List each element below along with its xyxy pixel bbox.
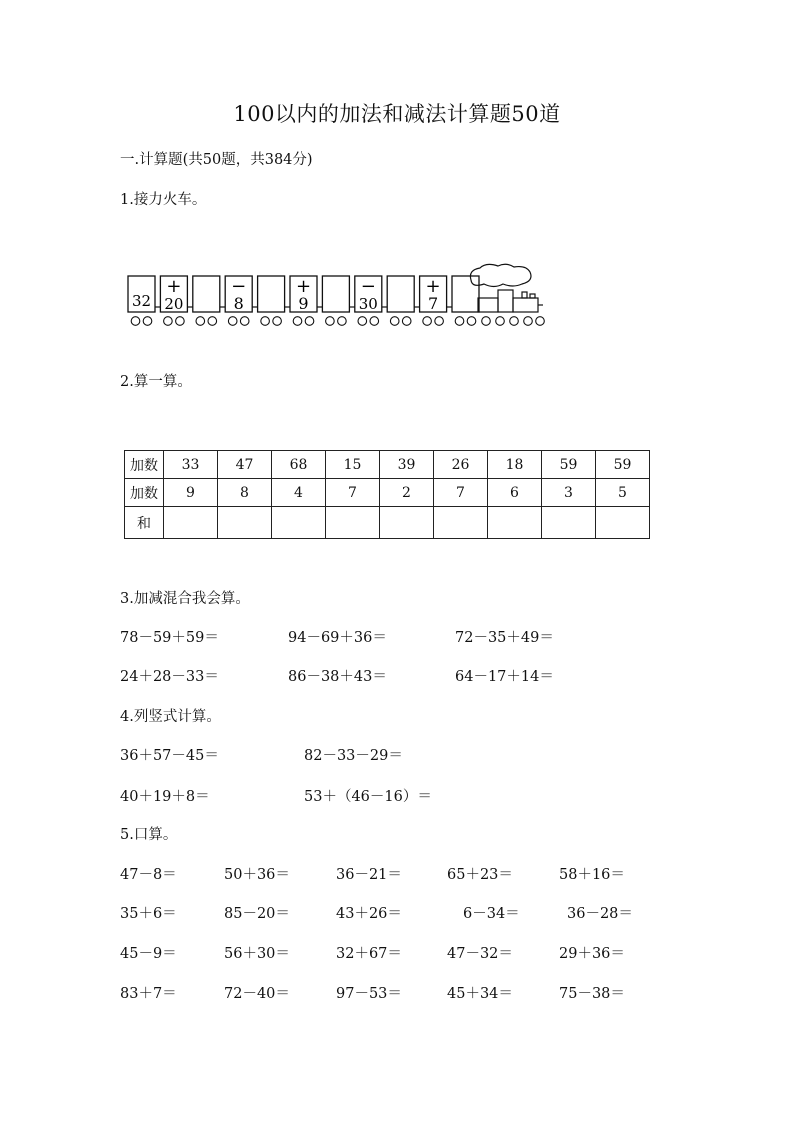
wheel-icon (510, 317, 519, 326)
train-car (322, 276, 354, 325)
table-cell: 4 (272, 479, 326, 507)
expression: 72－40＝ (224, 986, 290, 1002)
wheel-icon (358, 317, 367, 326)
wheel-icon (164, 317, 173, 326)
expression: 75－38＝ (559, 986, 625, 1002)
q5-heading: 5.口算。 (120, 827, 178, 843)
expression: 53＋（46－16）＝ (304, 789, 432, 805)
table-cell: 9 (164, 479, 218, 507)
table-cell: 3 (542, 479, 596, 507)
table-cell: 26 (434, 451, 488, 479)
wheel-icon (524, 317, 533, 326)
table-cell: 7 (434, 479, 488, 507)
car-number: 20 (164, 295, 184, 313)
row-label-sum: 和 (125, 507, 164, 539)
table-cell: 5 (596, 479, 650, 507)
train-car-box (258, 276, 285, 312)
table-row (125, 451, 650, 479)
table-row (125, 507, 650, 539)
wheel-icon (273, 317, 282, 326)
operator-symbol: + (425, 276, 441, 297)
train-car (258, 276, 290, 325)
expression: 40＋19＋8＝ (120, 789, 210, 805)
expression: 43＋26＝ (336, 906, 402, 922)
wheel-icon (435, 317, 444, 326)
expression: 97－53＝ (336, 986, 402, 1002)
expression: 65＋23＝ (447, 867, 513, 883)
train-car (387, 276, 419, 325)
answer-cell[interactable] (596, 507, 650, 539)
expression: 32＋67＝ (336, 946, 402, 962)
answer-cell[interactable] (218, 507, 272, 539)
relay-train-illustration (0, 0, 794, 340)
expression: 36＋57－45＝ (120, 748, 219, 764)
table-cell: 68 (272, 451, 326, 479)
answer-cell[interactable] (326, 507, 380, 539)
answer-cell[interactable] (434, 507, 488, 539)
row-label-addend-2: 加数 (125, 479, 164, 507)
page-title: 100以内的加法和减法计算题50道 (233, 102, 561, 126)
train-engine-icon (470, 264, 544, 325)
wheel-icon (196, 317, 205, 326)
table-cell: 39 (380, 451, 434, 479)
expression: 82－33－29＝ (304, 748, 403, 764)
wheel-icon (536, 317, 545, 326)
q3-heading: 3.加减混合我会算。 (120, 591, 250, 607)
expression: 72－35＋49＝ (455, 630, 554, 646)
train-car (420, 276, 452, 325)
train-car (452, 276, 479, 325)
expression: 58＋16＝ (559, 867, 625, 883)
train-car-box (387, 276, 414, 312)
expression: 56＋30＝ (224, 946, 290, 962)
train-car (225, 276, 257, 325)
expression: 6－34＝ (463, 906, 520, 922)
table-row (125, 479, 650, 507)
train-car (290, 276, 322, 325)
car-number: 32 (131, 292, 152, 310)
q2-heading: 2.算一算。 (120, 374, 192, 390)
wheel-icon (326, 317, 335, 326)
table-cell: 8 (218, 479, 272, 507)
wheel-icon (423, 317, 432, 326)
wheel-icon (240, 317, 249, 326)
wheel-icon (143, 317, 152, 326)
expression: 45－9＝ (120, 946, 177, 962)
table-cell: 6 (488, 479, 542, 507)
expression: 35＋6＝ (120, 906, 177, 922)
expression: 24＋28－33＝ (120, 669, 219, 685)
expression: 85－20＝ (224, 906, 290, 922)
wheel-icon (208, 317, 217, 326)
wheel-icon (496, 317, 505, 326)
q1-heading: 1.接力火车。 (120, 192, 207, 208)
expression: 36－21＝ (336, 867, 402, 883)
wheel-icon (293, 317, 302, 326)
wheel-icon (176, 317, 185, 326)
table-cell: 47 (218, 451, 272, 479)
train-car (193, 276, 225, 325)
train-car-box (452, 276, 479, 312)
operator-symbol: + (295, 276, 312, 297)
q4-heading: 4.列竖式计算。 (120, 709, 221, 725)
expression: 45＋34＝ (447, 986, 513, 1002)
wheel-icon (228, 317, 237, 326)
expression: 50＋36＝ (224, 867, 290, 883)
expression: 64－17＋14＝ (455, 669, 554, 685)
expression: 94－69＋36＝ (288, 630, 387, 646)
table-cell: 59 (542, 451, 596, 479)
operator-symbol: − (360, 276, 376, 297)
addition-table (124, 450, 650, 539)
table-cell: 7 (326, 479, 380, 507)
expression: 36－28＝ (567, 906, 633, 922)
table-cell: 15 (326, 451, 380, 479)
expression: 29＋36＝ (559, 946, 625, 962)
wheel-icon (305, 317, 314, 326)
wheel-icon (402, 317, 411, 326)
part-heading: 一.计算题(共50题，共384分) (120, 152, 313, 168)
answer-cell[interactable] (488, 507, 542, 539)
operator-symbol: + (166, 276, 182, 297)
wheel-icon (482, 317, 491, 326)
answer-cell[interactable] (380, 507, 434, 539)
wheel-icon (455, 317, 464, 326)
car-number: 7 (428, 294, 439, 313)
car-number: 9 (298, 294, 309, 313)
answer-cell[interactable] (164, 507, 218, 539)
train-car (160, 276, 192, 325)
table-cell: 59 (596, 451, 650, 479)
wheel-icon (261, 317, 270, 326)
train-car-box (193, 276, 220, 312)
wheel-icon (338, 317, 347, 326)
expression: 78－59＋59＝ (120, 630, 219, 646)
answer-cell[interactable] (542, 507, 596, 539)
expression: 86－38＋43＝ (288, 669, 387, 685)
wheel-icon (131, 317, 140, 326)
wheel-icon (390, 317, 399, 326)
row-label-addend-1: 加数 (125, 451, 164, 479)
car-number: 30 (358, 295, 378, 313)
car-number: 8 (233, 294, 244, 313)
table-cell: 18 (488, 451, 542, 479)
expression: 83＋7＝ (120, 986, 177, 1002)
table-cell: 33 (164, 451, 218, 479)
operator-symbol: − (231, 276, 247, 297)
expression: 47－32＝ (447, 946, 513, 962)
train-car (128, 276, 160, 325)
expression: 47－8＝ (120, 867, 177, 883)
wheel-icon (467, 317, 476, 326)
train-car (355, 276, 387, 325)
answer-cell[interactable] (272, 507, 326, 539)
train-car-box (322, 276, 349, 312)
wheel-icon (370, 317, 379, 326)
table-cell: 2 (380, 479, 434, 507)
